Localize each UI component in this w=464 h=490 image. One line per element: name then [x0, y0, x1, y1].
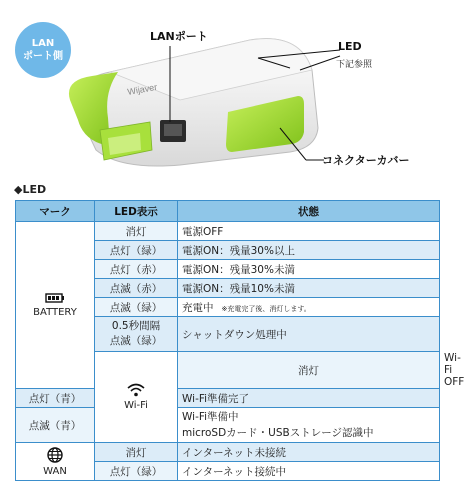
connector-cover-label: コネクターカバー	[322, 154, 410, 167]
table-row: WAN 消灯 インターネット未接続	[16, 443, 440, 462]
charging-note: ※充電完了後、消灯します。	[221, 304, 311, 313]
wifi-mark-cell	[95, 352, 178, 443]
table-header-row	[16, 201, 440, 222]
lan-side-badge: LAN ポート側	[15, 22, 71, 78]
table-row: 0.5秒間隔 点滅（緑） シャットダウン処理中	[16, 317, 440, 352]
lan-port-label: LANポート	[150, 30, 208, 43]
header-state: 状態	[178, 201, 440, 222]
table-row: BATTERY 消灯 電源OFF	[16, 222, 440, 241]
wifi-label: Wi-Fi	[124, 400, 148, 411]
table-row: 点灯（青） Wi-Fi準備完了	[16, 389, 440, 408]
table-row: 点灯（緑） インターネット接続中	[16, 462, 440, 481]
battery-icon	[16, 292, 94, 304]
wifi-icon	[95, 383, 177, 397]
table-row: 点滅（青） Wi-Fi準備中 microSDカード・USBストレージ認識中	[16, 408, 440, 443]
table-row: 点灯（赤） 電源ON：残量30%未満	[16, 260, 440, 279]
brand-text: Wijaver	[126, 81, 158, 97]
led-label: LED	[338, 40, 362, 53]
battery-label: BATTERY	[33, 307, 77, 318]
globe-icon	[16, 447, 94, 463]
battery-mark-cell	[16, 222, 95, 389]
led-section-title: ◆LED	[14, 183, 47, 196]
product-illustration	[0, 0, 450, 178]
wan-mark-cell	[16, 443, 95, 481]
table-row: 点滅（緑） 充電中 ※充電完了後、消灯します。	[16, 298, 440, 317]
header-display: LED表示	[95, 201, 178, 222]
header-mark: マーク	[16, 201, 95, 222]
led-table	[15, 200, 464, 481]
wan-label: WAN	[43, 465, 67, 477]
led-sub-label: 下記参照	[336, 60, 373, 70]
table-row: Wi-Fi 消灯 Wi-Fi OFF	[16, 352, 440, 389]
table-row: 点滅（赤） 電源ON：残量10%未満	[16, 279, 440, 298]
table-row: 点灯（緑） 電源ON：残量30%以上	[16, 241, 440, 260]
